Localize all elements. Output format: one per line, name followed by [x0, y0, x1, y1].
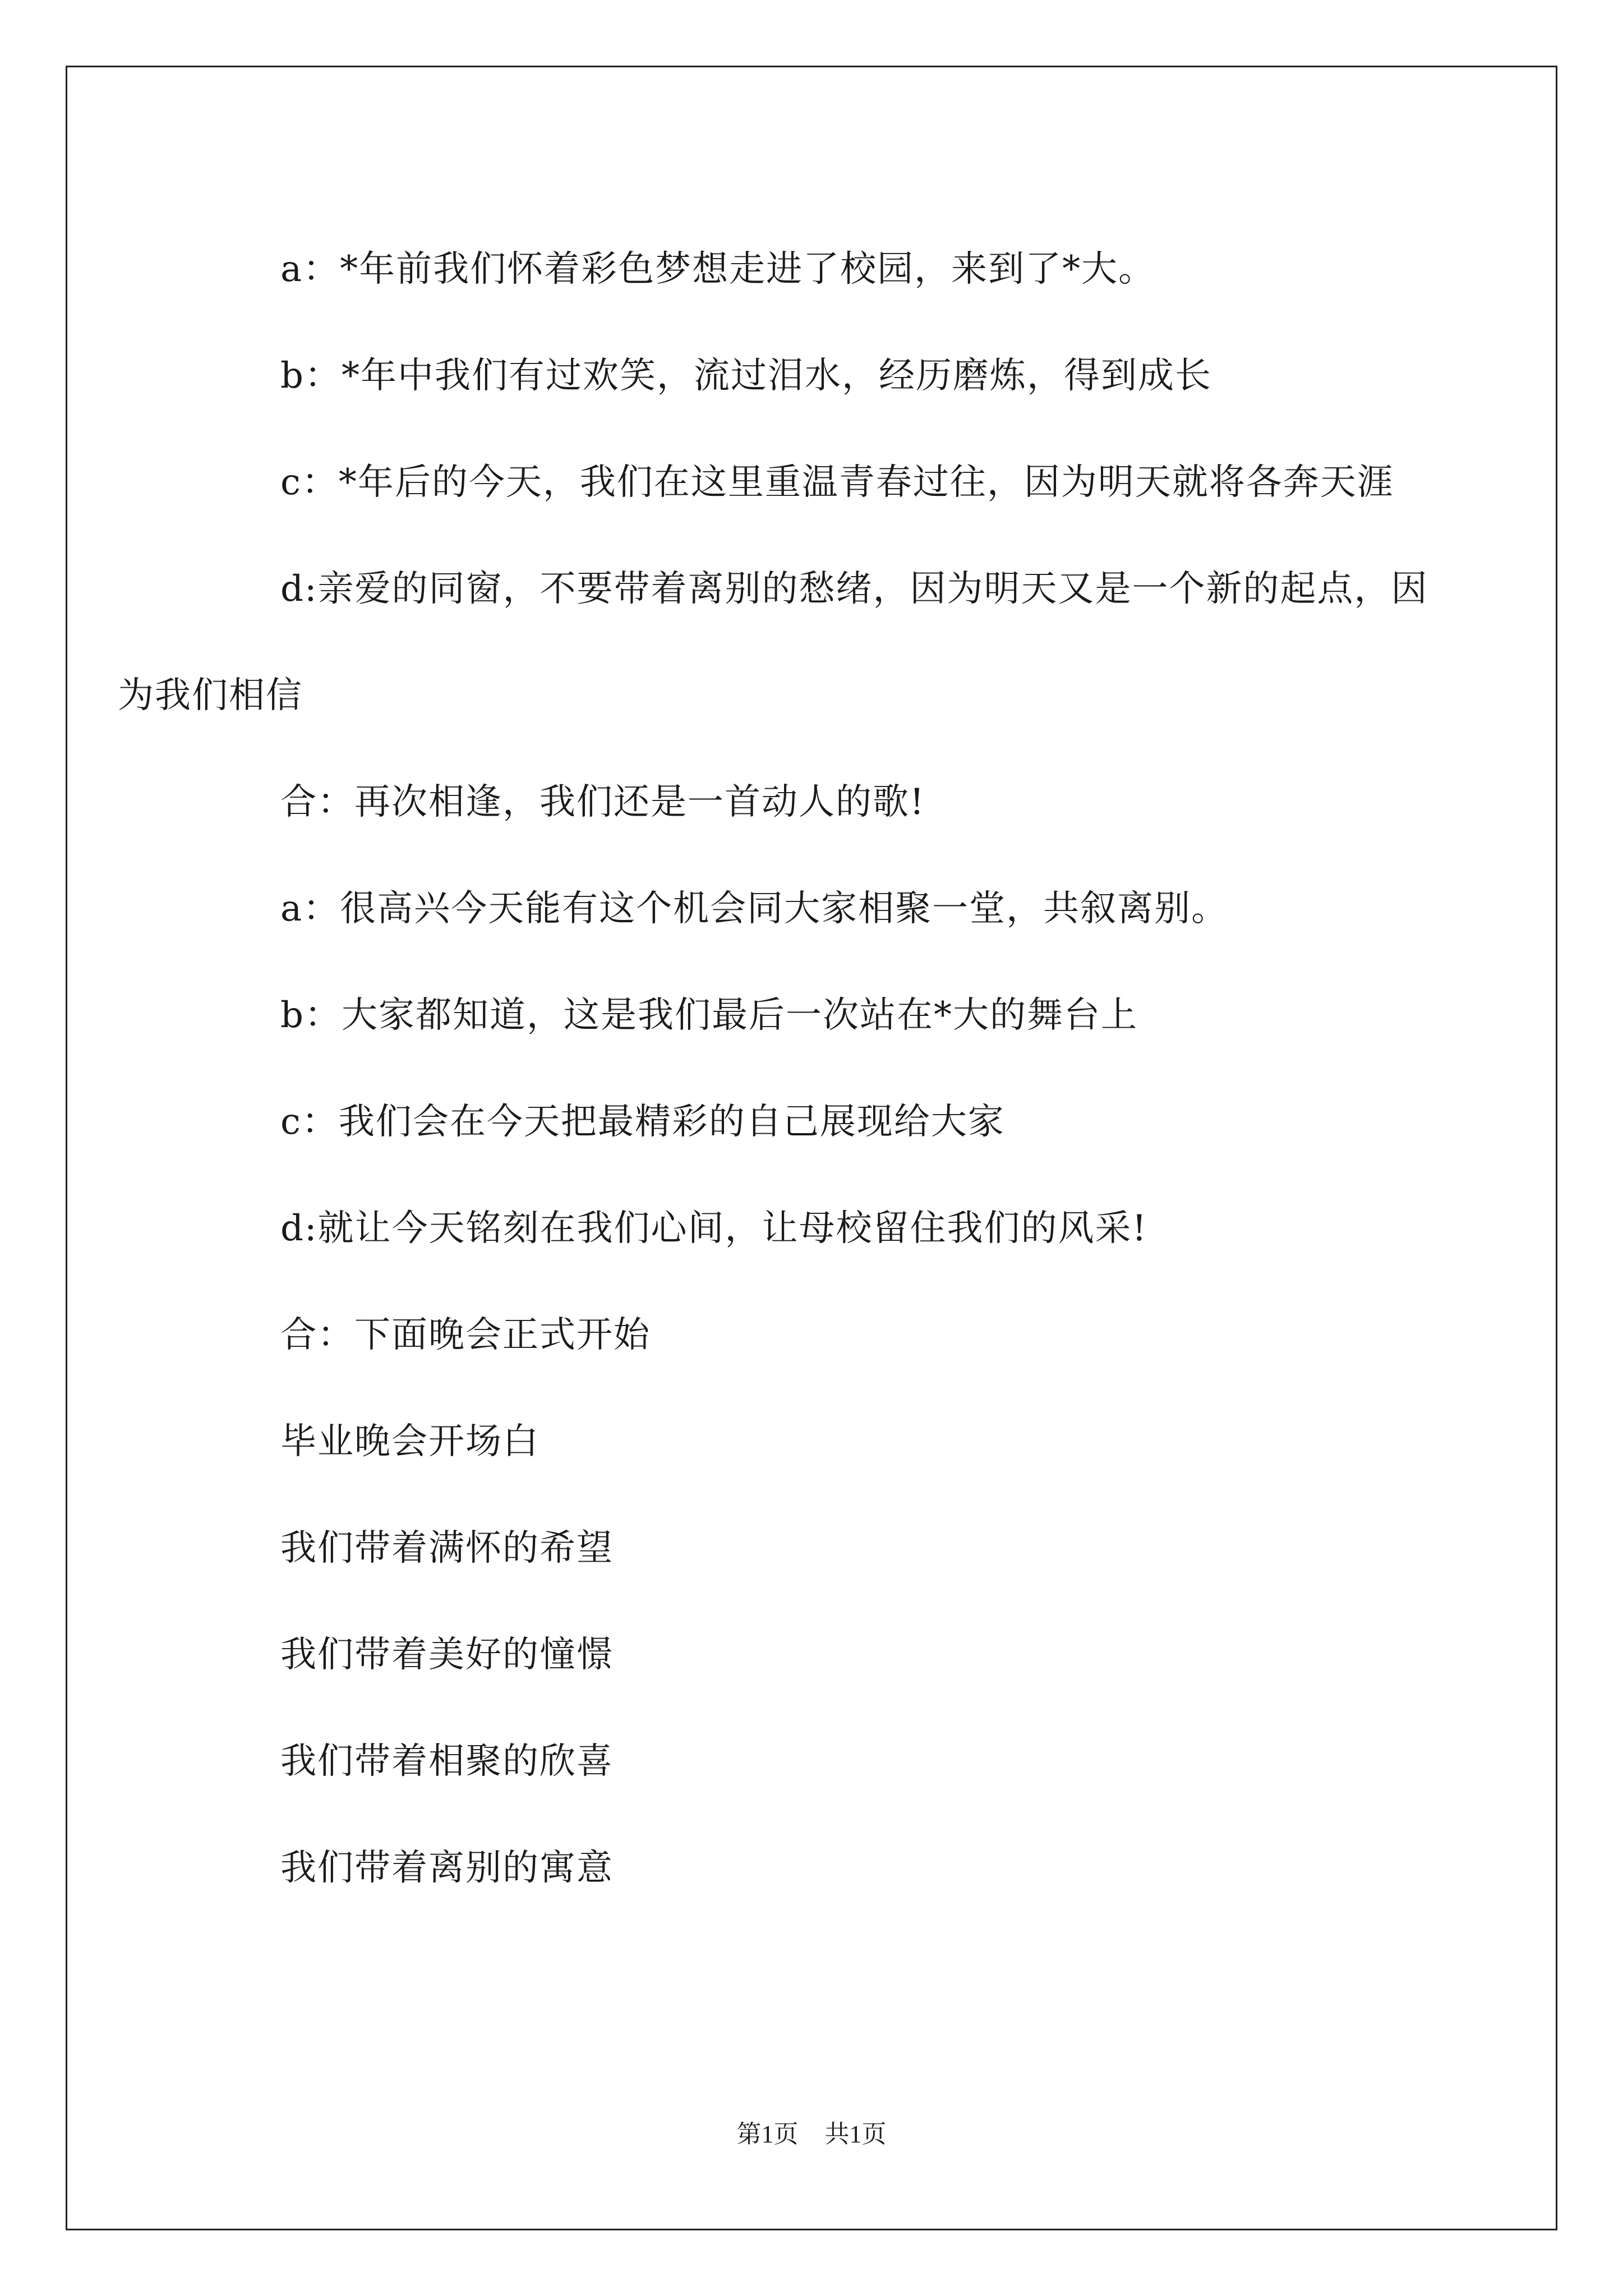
paragraph-together-1: 合：再次相逢，我们还是一首动人的歌! — [280, 781, 925, 823]
verse-line-4: 我们带着离别的寓意 — [280, 1847, 614, 1889]
verse-line-2: 我们带着美好的憧憬 — [280, 1634, 614, 1676]
document-body — [118, 216, 1433, 1921]
paragraph-c-2: c：我们会在今天把最精彩的自己展现给大家 — [280, 1101, 1005, 1143]
page-total: 共1页 — [824, 2120, 887, 2148]
paragraph-together-2: 合：下面晚会正式开始 — [280, 1314, 651, 1356]
paragraph-d-2: d:就让今天铭刻在我们心间，让母校留住我们的风采! — [280, 1208, 1148, 1249]
section-heading: 毕业晚会开场白 — [280, 1421, 540, 1462]
page-number: 第1页 — [736, 2120, 799, 2148]
paragraph-d-1: d:亲爱的同窗，不要带着离别的愁绪，因为明天又是一个新的起点，因为我们相信 — [118, 568, 1428, 716]
paragraph-b-1: b：*年中我们有过欢笑，流过泪水，经历磨炼，得到成长 — [280, 355, 1212, 397]
verse-line-3: 我们带着相聚的欣喜 — [280, 1741, 614, 1782]
page-footer — [0, 2118, 1623, 2151]
paragraph-a-1: a：*年前我们怀着彩色梦想走进了校园，来到了*大。 — [280, 249, 1156, 290]
verse-line-1: 我们带着满怀的希望 — [280, 1527, 614, 1569]
paragraph-b-2: b：大家都知道，这是我们最后一次站在*大的舞台上 — [280, 995, 1138, 1036]
paragraph-c-1: c：*年后的今天，我们在这里重温青春过往，因为明天就将各奔天涯 — [280, 462, 1394, 503]
paragraph-a-2: a：很高兴今天能有这个机会同大家相聚一堂，共叙离别。 — [280, 888, 1229, 930]
